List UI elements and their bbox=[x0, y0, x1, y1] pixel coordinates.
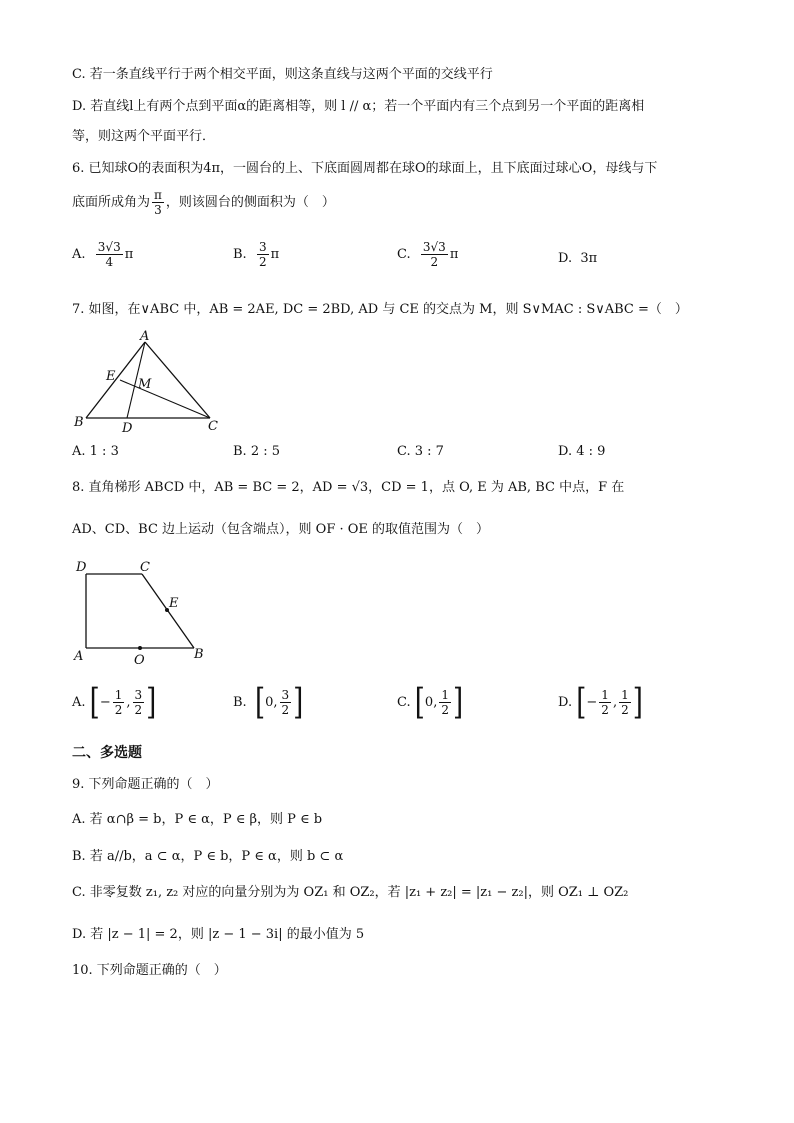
q9-option-b: B. 若 a//b，a ⊂ α，P ∈ b，P ∈ α，则 b ⊂ α bbox=[72, 849, 344, 864]
q8-label-d: D bbox=[76, 560, 87, 575]
q9-stem: 9. 下列命题正确的（ ） bbox=[72, 777, 219, 792]
q8-label-o: O bbox=[134, 653, 145, 668]
q6-option-a: A. $\frac{3√3}{4}$ π bbox=[72, 240, 134, 269]
q8-label-e: E bbox=[169, 596, 179, 611]
q6-angle-fraction: $\frac{\pi}{3}$ bbox=[154, 188, 162, 217]
q6-option-c: C. $\frac{3√3}{2}$ π bbox=[397, 240, 459, 269]
q9-option-d: D. 若 |z − 1| = 2，则 |z − 1 − 3i| 的最小值为 5 bbox=[72, 927, 365, 942]
q7-label-m: M bbox=[138, 377, 152, 392]
q7-label-d: D bbox=[122, 421, 133, 436]
q6-option-b: B. $\frac{3}{2}$ π bbox=[233, 240, 280, 269]
q8-option-c: C. [0, $\frac{1}{2}$ ] bbox=[397, 682, 464, 723]
q5-option-d-line1: D. 若直线l上有两个点到平面α的距离相等，则 l // α；若一个平面内有三个点到另一个平面的距离相 bbox=[72, 99, 645, 114]
q8-option-a: A. [− $\frac{1}{2}$ , $\frac{3}{2}$ ] bbox=[72, 682, 157, 723]
q7-stem: 7. 如图，在∨ABC 中，AB = 2AE, DC = 2BD, AD 与 CE 的交点为 M，则 S∨MAC : S∨ABC =（ ） bbox=[72, 302, 688, 317]
q7-option-a: A. 1 : 3 bbox=[72, 444, 119, 459]
q6-stem-pre: 底面所成角为 bbox=[72, 195, 151, 210]
q9-option-a: A. 若 α∩β = b，P ∈ α，P ∈ β，则 P ∈ b bbox=[72, 812, 323, 827]
q8-stem-line1: 8. 直角梯形 ABCD 中，AB = BC = 2，AD = √3，CD = 1，点 O, E 为 AB, BC 中点，F 在 bbox=[72, 480, 625, 495]
q6-stem-line2 bbox=[72, 188, 335, 217]
q8-label-c: C bbox=[140, 560, 150, 575]
q7-label-e: E bbox=[106, 369, 116, 384]
section-title-multiple-choice: 二、多选题 bbox=[72, 745, 142, 761]
q7-option-b: B. 2 : 5 bbox=[233, 444, 281, 459]
q8-stem-line2: AD、CD、BC 边上运动（包含端点），则 OF · OE 的取值范围为（ ） bbox=[72, 522, 490, 537]
q7-label-c: C bbox=[208, 419, 218, 434]
q7-option-c: C. 3 : 7 bbox=[397, 444, 444, 459]
q7-triangle-figure bbox=[70, 328, 230, 438]
q8-label-a: A bbox=[74, 649, 84, 664]
q7-option-d: D. 4 : 9 bbox=[558, 444, 606, 459]
q5-option-c: C. 若一条直线平行于两个相交平面，则这条直线与这两个平面的交线平行 bbox=[72, 67, 493, 82]
q6-stem-post: ，则该圆台的侧面积为（ ） bbox=[165, 195, 335, 210]
q9-option-c: C. 非零复数 z₁, z₂ 对应的向量分别为为 OZ₁ 和 OZ₂，若 |z₁ + z₂| = |z₁ − z₂|，则 OZ₁ ⊥ OZ₂ bbox=[72, 885, 629, 900]
q6-stem-line1: 6. 已知球O的表面积为4π，一圆台的上、下底面圆周都在球O的球面上，且下底面过球心O，母线与下 bbox=[72, 161, 658, 176]
q7-label-a: A bbox=[140, 329, 150, 344]
q5-option-d-line2: 等，则这两个平面平行． bbox=[72, 129, 216, 144]
q10-stem: 10. 下列命题正确的（ ） bbox=[72, 963, 227, 978]
q8-option-d: D. [− $\frac{1}{2}$ , $\frac{1}{2}$ ] bbox=[558, 682, 643, 723]
q6-option-d: D. 3π bbox=[558, 251, 598, 266]
q7-label-b: B bbox=[74, 415, 84, 430]
q8-option-b: B. [0, $\frac{3}{2}$ ] bbox=[233, 682, 304, 723]
q8-label-b: B bbox=[194, 647, 204, 662]
q8-trapezoid-figure bbox=[70, 558, 220, 668]
